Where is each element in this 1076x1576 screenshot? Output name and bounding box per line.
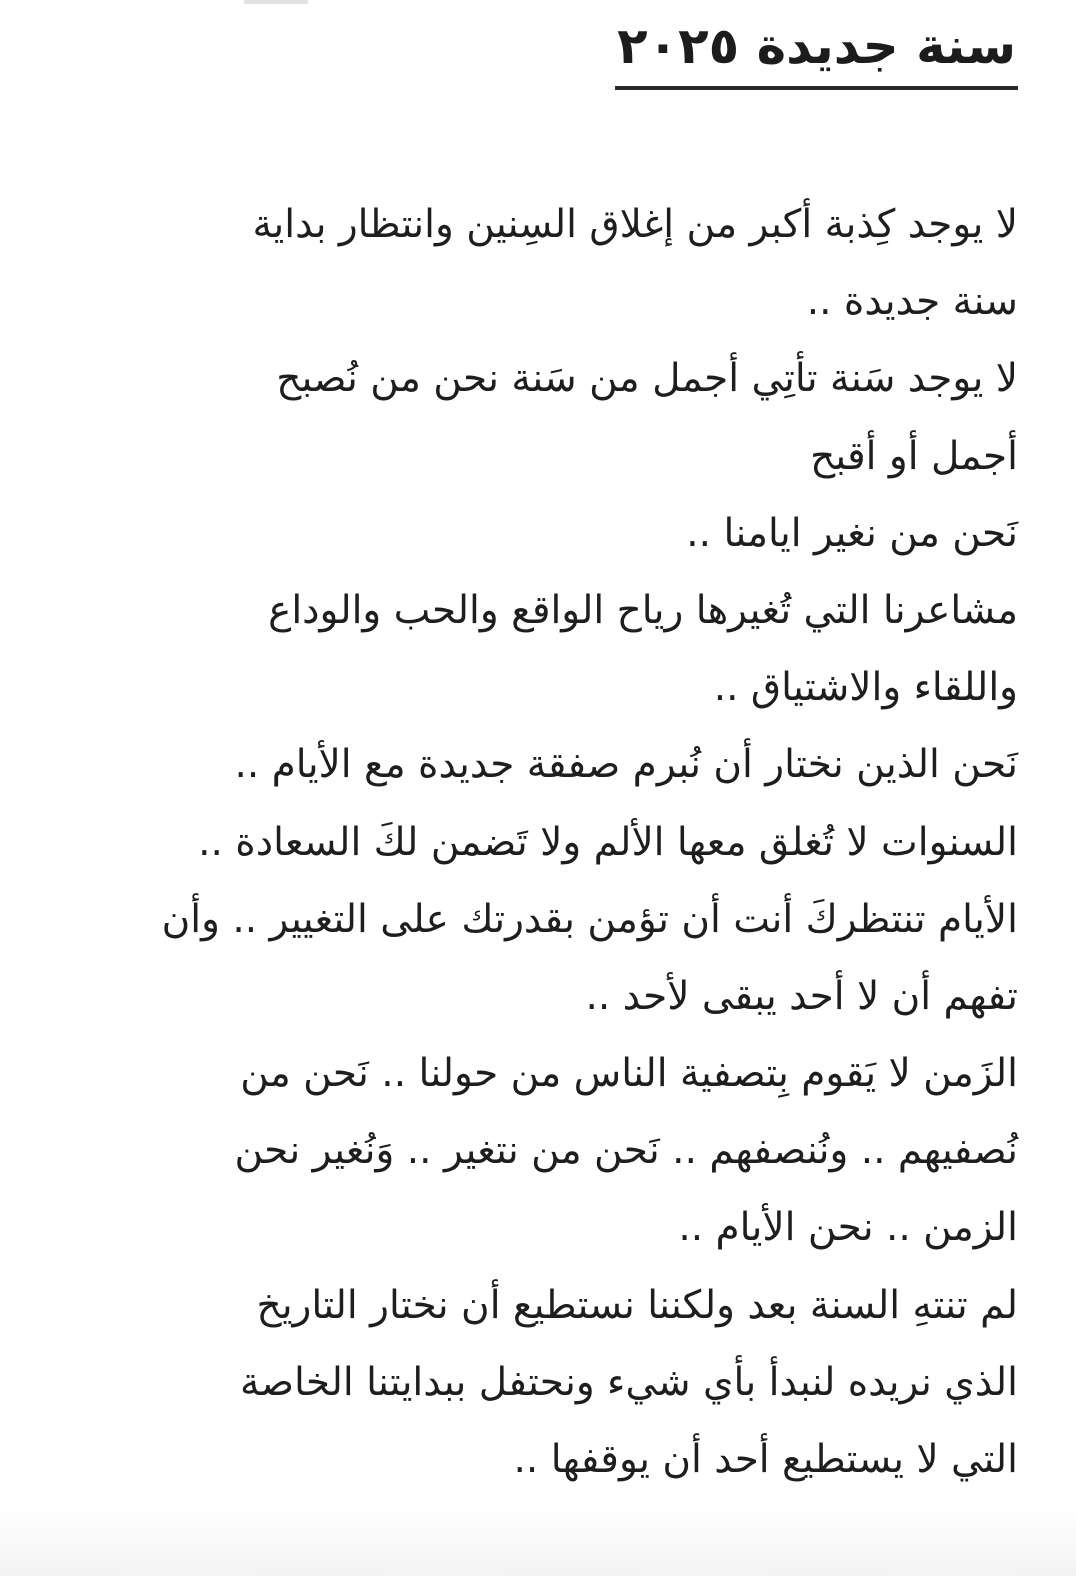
text-line: أجمل أو أقبح [810,433,1018,479]
text-line: نَحن من نغير ايامنا .. [686,510,1018,556]
text-line: السنوات لا تُغلق معها الألم ولا تَضمن لكَ السعادة .. [198,819,1018,865]
text-line: الذي نريده لنبدأ بأي شيء ونحتفل ببدايتنا الخاصة [239,1359,1018,1405]
text-line: لا يوجد سَنة تأتِي أجمل من سَنة نحن من نُصبح [276,356,1018,402]
bottom-shadow [0,1506,1076,1576]
text-line: نَحن الذين نختار أن نُبرم صفقة جديدة مع الأيام .. [234,742,1018,788]
text-line: لم تنتهِ السنة بعد ولكننا نستطيع أن نختار التاريخ [256,1282,1018,1328]
text-line: التي لا يستطيع أحد أن يوقفها .. [513,1437,1018,1482]
text-line: الزمن .. نحن الأيام .. [678,1205,1018,1251]
text-line: واللقاء والاشتياق .. [713,665,1018,711]
text-line: الزَمن لا يَقوم بِتصفية الناس من حولنا .. نَحن من [240,1051,1018,1097]
title-block [615,12,1018,90]
page-title: سنة جديدة ٢٠٢٥ [615,12,1018,90]
document-body [38,186,1018,1498]
text-line: الأيام تنتظركَ أنت أن تؤمن بقدرتك على التغيير .. وأن [161,896,1018,942]
text-line: نُصفيهم .. ونُنصفهم .. نَحن من نتغير .. وَنُغير نحن [234,1128,1018,1174]
text-line: تفهم أن لا أحد يبقى لأحد .. [585,973,1018,1019]
text-line: لا يوجد كِذبة أكبر من إغلاق السِنين وانتظار بداية [252,202,1018,247]
text-line: سنة جديدة .. [806,279,1018,325]
text-line: مشاعرنا التي تُغيرها رياح الواقع والحب والوداع [268,587,1018,633]
